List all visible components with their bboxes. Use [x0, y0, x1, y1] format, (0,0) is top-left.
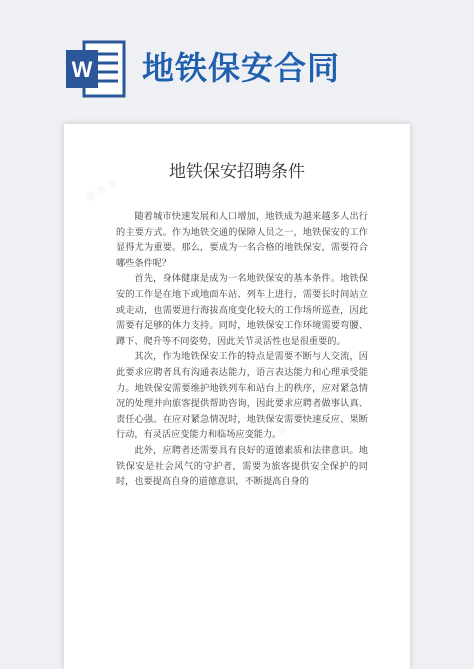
word-icon-letter: W [71, 57, 93, 82]
document-page [64, 124, 410, 669]
paragraph: 首先，身体健康是成为一名地铁保安的基本条件。地铁保安的工作是在地下或地面车站、列车上进行，需要长时间站立或走动，也需要进行海拔高度变化较大的工作场所巡查，因此需要有足够的体力支持。同时，地铁保安工作环境需要弯腰、蹲下、爬升等不同姿势，因此关节灵活性也是很重要的。 [116, 273, 368, 347]
document-body [116, 209, 368, 490]
banner-title: 地铁保安合同 [142, 49, 341, 87]
banner [0, 0, 474, 130]
document-title: 地铁保安招聘条件 [169, 162, 305, 182]
paragraph: 此外，应聘者还需要具有良好的道德素质和法律意识。地铁保安是社会风气的守护者，需要为旅客提供安全保护的同时，也要提高自身的道德意识，不断提高自身的 [116, 444, 368, 488]
paragraph: 其次，作为地铁保安工作的特点是需要不断与人交流，因此要求应聘者具有沟通表达能力，语言表达能力和心理承受能力。地铁保安需要维护地铁列车和站台上的秩序，应对紧急情况的处理并向旅客提供帮助咨询，因此要求应聘者做事认真、责任心强。在应对紧急情况时，地铁保安需要快速反应、果断行动，有灵活应变能力和临场应变能力。 [116, 351, 368, 441]
paragraph: 随着城市快速发展和人口增加，地铁成为越来越多人出行的主要方式。作为地铁交通的保障人员之一，地铁保安的工作显得尤为重要。那么，要成为一名合格的地铁保安，需要符合哪些条件呢？ [116, 211, 368, 269]
word-document-icon [64, 38, 126, 100]
